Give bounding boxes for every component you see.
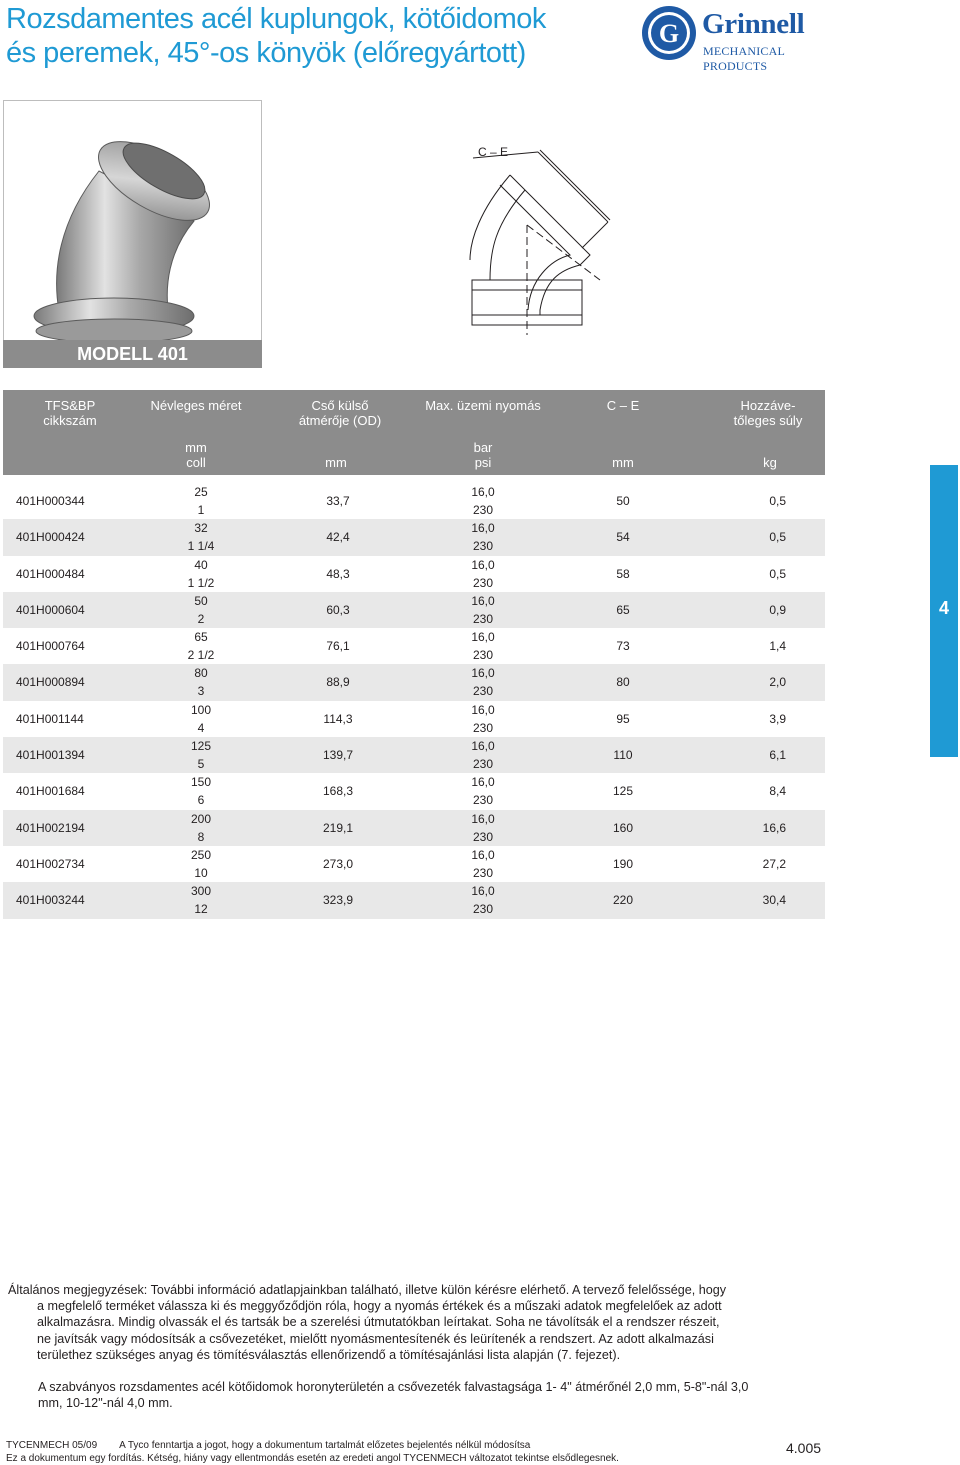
cell-ce: 80 xyxy=(616,675,630,690)
wall-note-line: A szabványos rozsdamentes acél kötőidomok horonyterületén a csővezeték falvastagsága 1- 4" átmérőnél 2,0 mm, 5-8"-nál 3,0 xyxy=(38,1380,749,1395)
cell-weight: 6,1 xyxy=(769,748,786,763)
cell-code: 401H001144 xyxy=(16,711,84,726)
cell-size-inch: 1 xyxy=(197,503,205,517)
grinnell-logo xyxy=(640,4,830,73)
cell-size-mm: 200 xyxy=(190,811,212,826)
cell-code: 401H000484 xyxy=(16,566,85,581)
dimension-label: C – E xyxy=(478,145,509,159)
cell-ce: 125 xyxy=(612,784,634,799)
header-pressure: Max. üzemi nyomás xyxy=(425,398,541,413)
cell-size-mm: 25 xyxy=(194,485,208,499)
cell-code: 401H000894 xyxy=(16,675,85,690)
unit-ce: mm xyxy=(612,455,634,470)
cell-weight: 1,4 xyxy=(769,639,786,654)
cell-od: 219,1 xyxy=(322,820,354,835)
general-notes xyxy=(8,1282,818,1411)
header-weight: Hozzáve- tőleges súly xyxy=(733,398,803,428)
cell-ce: 65 xyxy=(616,602,630,617)
cell-weight: 27,2 xyxy=(762,856,786,871)
cell-weight: 0,5 xyxy=(769,566,786,581)
cell-code: 401H002194 xyxy=(16,820,85,835)
cell-size-inch: 10 xyxy=(194,865,208,880)
cell-size-inch: 3 xyxy=(197,684,205,699)
product-caption: MODELL 401 xyxy=(3,340,262,368)
cell-weight: 0,9 xyxy=(769,602,786,617)
cell-weight: 8,4 xyxy=(769,784,786,799)
cell-pressure-psi: 230 xyxy=(472,793,494,808)
table-row xyxy=(3,664,825,700)
cell-code: 401H000424 xyxy=(16,530,85,545)
footer-doc-id: TYCENMECH 05/09 xyxy=(6,1440,98,1451)
cell-pressure-psi: 230 xyxy=(472,539,494,554)
cell-pressure-psi: 230 xyxy=(472,503,494,517)
cell-ce: 190 xyxy=(612,856,634,871)
table-row xyxy=(3,846,825,882)
cell-pressure-psi: 230 xyxy=(472,575,494,590)
header-ce: C – E xyxy=(606,398,640,413)
cell-pressure-bar: 16,0 xyxy=(471,557,495,572)
cell-size-inch: 2 xyxy=(197,611,205,626)
cell-size-mm: 150 xyxy=(190,775,212,790)
cell-size-inch: 6 xyxy=(197,793,205,808)
cell-code: 401H002734 xyxy=(16,856,85,871)
header-size: Névleges méret xyxy=(150,398,242,413)
cell-ce: 54 xyxy=(616,530,630,545)
cell-od: 273,0 xyxy=(322,856,354,871)
cell-ce: 73 xyxy=(616,639,630,654)
cell-ce: 58 xyxy=(616,566,630,581)
cell-od: 88,9 xyxy=(326,675,350,690)
cell-code: 401H000604 xyxy=(16,602,85,617)
cell-pressure-psi: 230 xyxy=(472,829,494,844)
cell-pressure-bar: 16,0 xyxy=(471,811,495,826)
elbow-photo-illustration xyxy=(4,101,261,341)
cell-size-mm: 65 xyxy=(194,630,208,645)
cell-od: 48,3 xyxy=(326,566,350,581)
unit-size: mm coll xyxy=(185,440,207,470)
cell-weight: 2,0 xyxy=(769,675,786,690)
cell-pressure-psi: 230 xyxy=(472,648,494,663)
note-line: a megfelelő terméket válassza ki és meggyőződjön róla, hogy a nyomás értékek és a műszaki adatok megfelelőek az adott xyxy=(37,1299,722,1314)
cell-pressure-bar: 16,0 xyxy=(471,847,495,862)
cell-pressure-bar: 16,0 xyxy=(471,521,495,536)
table-row xyxy=(3,628,825,664)
cell-pressure-bar: 16,0 xyxy=(471,630,495,645)
cell-pressure-bar: 16,0 xyxy=(471,739,495,754)
cell-pressure-bar: 16,0 xyxy=(471,485,495,499)
cell-code: 401H003244 xyxy=(16,893,85,908)
cell-od: 42,4 xyxy=(326,530,350,545)
cell-pressure-bar: 16,0 xyxy=(471,666,495,681)
cell-od: 168,3 xyxy=(322,784,354,799)
cell-pressure-psi: 230 xyxy=(472,720,494,735)
data-table xyxy=(3,483,825,919)
cell-code: 401H000344 xyxy=(16,494,85,508)
cell-ce: 50 xyxy=(616,494,630,508)
cell-size-mm: 300 xyxy=(190,884,212,899)
table-row xyxy=(3,519,825,555)
logo-brand: Grinnell xyxy=(702,8,805,40)
table-row xyxy=(3,737,825,773)
unit-pressure: bar psi xyxy=(473,440,493,470)
logo-subtitle: MECHANICAL PRODUCTS xyxy=(703,44,785,73)
cell-size-inch: 1 1/4 xyxy=(187,539,215,554)
cell-weight: 16,6 xyxy=(762,820,786,835)
cell-size-inch: 4 xyxy=(197,720,205,735)
cell-size-mm: 100 xyxy=(190,702,212,717)
cell-ce: 160 xyxy=(612,820,634,835)
unit-od: mm xyxy=(325,455,347,470)
chapter-tab: 4 xyxy=(930,465,958,757)
unit-weight: kg xyxy=(763,455,777,470)
cell-pressure-psi: 230 xyxy=(472,902,494,917)
table-row xyxy=(3,882,825,918)
cell-od: 114,3 xyxy=(323,711,353,726)
cell-weight: 3,9 xyxy=(769,711,786,726)
cell-pressure-psi: 230 xyxy=(472,757,494,772)
cell-size-inch: 1 1/2 xyxy=(187,575,215,590)
cell-size-inch: 12 xyxy=(194,902,208,917)
table-row xyxy=(3,483,825,519)
svg-text:G: G xyxy=(658,19,680,48)
cell-pressure-bar: 16,0 xyxy=(471,775,495,790)
cell-code: 401H001684 xyxy=(16,784,85,799)
cell-pressure-bar: 16,0 xyxy=(471,593,495,608)
page-number: 4.005 xyxy=(786,1440,822,1456)
grinnell-seal-icon xyxy=(640,4,698,62)
note-line: ne javítsák vagy módosítsák a csővezetéket, mielőtt nyomásmentesítenék és leürítenék a rendszert. Az adott alkalmazási xyxy=(37,1331,714,1346)
cell-od: 139,7 xyxy=(322,748,354,763)
cell-size-mm: 32 xyxy=(194,521,208,536)
wall-note-line: mm, 10-12"-nál 4,0 mm. xyxy=(38,1396,173,1411)
cell-size-mm: 250 xyxy=(190,847,212,862)
cell-size-mm: 40 xyxy=(194,557,208,572)
cell-od: 60,3 xyxy=(326,602,350,617)
note-line: Általános megjegyzések: További információ adatlapjainkban található, illetve külön kérésre elérhető. A tervező felelőssége, hogy xyxy=(8,1283,727,1297)
title-line-2: és peremek, 45°-os könyök (előregyártott) xyxy=(6,37,526,69)
table-row xyxy=(3,556,825,592)
note-line: területhez szükséges anyag és tömítésválasztás ellenőrizendő a tömítésajánlási lista alapján (7. fejezet). xyxy=(37,1347,621,1362)
table-row xyxy=(3,773,825,809)
cell-pressure-bar: 16,0 xyxy=(471,884,495,899)
table-header xyxy=(3,390,825,475)
table-row xyxy=(3,810,825,846)
cell-code: 401H001394 xyxy=(16,748,85,763)
cell-pressure-psi: 230 xyxy=(472,865,494,880)
cell-ce: 220 xyxy=(612,893,634,908)
cell-size-mm: 80 xyxy=(194,666,208,681)
cell-ce: 95 xyxy=(616,711,630,726)
cell-size-inch: 8 xyxy=(197,829,205,844)
cell-size-mm: 125 xyxy=(190,739,212,754)
cell-ce: 110 xyxy=(613,748,633,763)
cell-od: 323,9 xyxy=(322,893,354,908)
page-title xyxy=(6,2,546,70)
cell-size-inch: 2 1/2 xyxy=(187,648,215,663)
cell-size-mm: 50 xyxy=(194,593,208,608)
cell-pressure-psi: 230 xyxy=(472,611,494,626)
note-line: alkalmazásra. Mindig olvassák el és tartsák be a szerelési útmutatókban leírtakat. Soha ne távolítsák el a rendszer részeit, xyxy=(37,1315,720,1330)
cell-od: 76,1 xyxy=(326,639,350,654)
cell-pressure-psi: 230 xyxy=(472,684,494,699)
cell-pressure-bar: 16,0 xyxy=(471,702,495,717)
cell-size-inch: 5 xyxy=(197,757,205,772)
cell-code: 401H000764 xyxy=(16,639,85,654)
cell-weight: 0,5 xyxy=(769,530,786,545)
cell-weight: 30,4 xyxy=(762,893,786,908)
header-code: TFS&BP cikkszám xyxy=(43,398,97,428)
elbow-technical-drawing xyxy=(440,130,620,340)
header-od: Cső külső átmérője (OD) xyxy=(298,398,382,428)
footer-translation: Ez a dokumentum egy fordítás. Kétség, hiány vagy ellentmondás esetén az eredeti angol TYCENMECH változatot tekintse elsődlegesnek. xyxy=(6,1453,619,1464)
footer-rights: A Tyco fenntartja a jogot, hogy a dokumentum tartalmát előzetes bejelentés nélkül módosítsa xyxy=(119,1440,531,1451)
title-line-1: Rozsdamentes acél kuplungok, kötőidomok xyxy=(6,3,546,35)
cell-weight: 0,5 xyxy=(769,494,786,508)
cell-od: 33,7 xyxy=(326,494,350,508)
table-row xyxy=(3,592,825,628)
table-row xyxy=(3,701,825,737)
